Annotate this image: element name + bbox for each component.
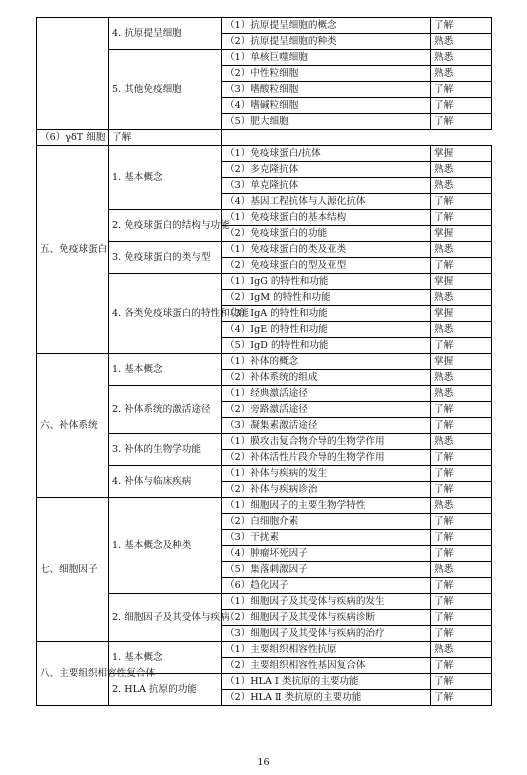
subunit-cell: 1. 基本概念: [109, 146, 222, 210]
requirement-level-cell: 掌握: [431, 226, 492, 242]
unit-cell: 五、免疫球蛋白: [37, 146, 109, 354]
subunit-cell: 2. 细胞因子及其受体与疾病: [109, 594, 222, 642]
requirement-level-cell: 了解: [431, 98, 492, 114]
table-row: [37, 130, 492, 146]
point-cell: （2）HLA Ⅱ 类抗原的主要功能: [222, 690, 431, 706]
point-cell: （6）趋化因子: [222, 578, 431, 594]
requirement-level-cell: 了解: [109, 130, 222, 146]
unit-cell: 七、细胞因子: [37, 498, 109, 642]
requirement-level-cell: 熟悉: [431, 178, 492, 194]
point-cell: （1）补体与疾病的发生: [222, 466, 431, 482]
requirement-level-cell: 掌握: [431, 274, 492, 290]
syllabus-table-body: [37, 18, 492, 706]
requirement-level-cell: 熟悉: [431, 66, 492, 82]
point-cell: （2）免疫球蛋白的功能: [222, 226, 431, 242]
point-cell: （1）抗原提呈细胞的概念: [222, 18, 431, 34]
requirement-level-cell: 了解: [431, 626, 492, 642]
table-row: [37, 18, 492, 34]
point-cell: （1）IgG 的特性和功能: [222, 274, 431, 290]
subunit-cell: 1. 基本概念: [109, 642, 222, 674]
subunit-cell: 4. 补体与临床疾病: [109, 466, 222, 498]
point-cell: （6）γδT 细胞: [37, 130, 109, 146]
subunit-cell: 3. 免疫球蛋白的类与型: [109, 242, 222, 274]
point-cell: （3）单克隆抗体: [222, 178, 431, 194]
subunit-cell: 2. HLA 抗原的功能: [109, 674, 222, 706]
point-cell: （1）免疫球蛋白的基本结构: [222, 210, 431, 226]
requirement-level-cell: 熟悉: [431, 498, 492, 514]
requirement-level-cell: 了解: [431, 210, 492, 226]
requirement-level-cell: 熟悉: [431, 386, 492, 402]
requirement-level-cell: 了解: [431, 594, 492, 610]
requirement-level-cell: 了解: [431, 258, 492, 274]
point-cell: （3）凝集素激活途径: [222, 418, 431, 434]
point-cell: （3）细胞因子及其受体与疾病的治疗: [222, 626, 431, 642]
point-cell: （2）多克隆抗体: [222, 162, 431, 178]
requirement-level-cell: 熟悉: [431, 642, 492, 658]
point-cell: （5）肥大细胞: [222, 114, 431, 130]
point-cell: （1）免疫球蛋白的类及亚类: [222, 242, 431, 258]
requirement-level-cell: 熟悉: [431, 290, 492, 306]
point-cell: （4）嗜碱粒细胞: [222, 98, 431, 114]
table-row: [37, 642, 492, 658]
requirement-level-cell: 了解: [431, 114, 492, 130]
point-cell: （2）旁路激活途径: [222, 402, 431, 418]
point-cell: （4）IgE 的特性和功能: [222, 322, 431, 338]
requirement-level-cell: 熟悉: [431, 34, 492, 50]
unit-cell: 六、补体系统: [37, 354, 109, 498]
table-row: [37, 146, 492, 162]
syllabus-table: [36, 17, 492, 706]
subunit-cell: 4. 抗原提呈细胞: [109, 18, 222, 50]
point-cell: （2）补体系统的组成: [222, 370, 431, 386]
subunit-cell: 5. 其他免疫细胞: [109, 50, 222, 130]
point-cell: （5）IgD 的特性和功能: [222, 338, 431, 354]
point-cell: （2）IgM 的特性和功能: [222, 290, 431, 306]
requirement-level-cell: 了解: [431, 546, 492, 562]
subunit-cell: 1. 基本概念: [109, 354, 222, 386]
point-cell: （5）集落刺激因子: [222, 562, 431, 578]
point-cell: （2）补体活性片段介导的生物学作用: [222, 450, 431, 466]
point-cell: （2）补体与疾病诊治: [222, 482, 431, 498]
requirement-level-cell: 熟悉: [431, 322, 492, 338]
table-row: [37, 354, 492, 370]
requirement-level-cell: 了解: [431, 674, 492, 690]
syllabus-sheet: [36, 17, 491, 706]
requirement-level-cell: 了解: [431, 658, 492, 674]
point-cell: （3）IgA 的特性和功能: [222, 306, 431, 322]
point-cell: （2）免疫球蛋白的型及亚型: [222, 258, 431, 274]
requirement-level-cell: 了解: [431, 82, 492, 98]
subunit-cell: 4. 各类免疫球蛋白的特性和功能: [109, 274, 222, 354]
requirement-level-cell: 掌握: [431, 306, 492, 322]
point-cell: （1）主要组织相容性抗原: [222, 642, 431, 658]
requirement-level-cell: 了解: [431, 450, 492, 466]
point-cell: （3）干扰素: [222, 530, 431, 546]
requirement-level-cell: 熟悉: [431, 434, 492, 450]
requirement-level-cell: 了解: [431, 18, 492, 34]
requirement-level-cell: 了解: [431, 482, 492, 498]
point-cell: （3）嗜酸粒细胞: [222, 82, 431, 98]
point-cell: （1）补体的概念: [222, 354, 431, 370]
requirement-level-cell: 熟悉: [431, 370, 492, 386]
requirement-level-cell: 了解: [431, 402, 492, 418]
point-cell: （4）肿瘤坏死因子: [222, 546, 431, 562]
requirement-level-cell: 了解: [431, 194, 492, 210]
requirement-level-cell: 熟悉: [431, 50, 492, 66]
point-cell: （2）白细胞介素: [222, 514, 431, 530]
subunit-cell: 1. 基本概念及种类: [109, 498, 222, 594]
point-cell: （1）细胞因子的主要生物学特性: [222, 498, 431, 514]
requirement-level-cell: 了解: [431, 338, 492, 354]
point-cell: （2）细胞因子及其受体与疾病诊断: [222, 610, 431, 626]
requirement-level-cell: 熟悉: [431, 562, 492, 578]
unit-cell: [37, 18, 109, 130]
requirement-level-cell: 了解: [431, 610, 492, 626]
point-cell: （2）中性粒细胞: [222, 66, 431, 82]
requirement-level-cell: 了解: [431, 690, 492, 706]
subunit-cell: 2. 免疫球蛋白的结构与功能: [109, 210, 222, 242]
point-cell: （1）单核巨噬细胞: [222, 50, 431, 66]
requirement-level-cell: 了解: [431, 418, 492, 434]
point-cell: （2）抗原提呈细胞的种类: [222, 34, 431, 50]
requirement-level-cell: 熟悉: [431, 162, 492, 178]
requirement-level-cell: 了解: [431, 466, 492, 482]
point-cell: （1）经典激活途径: [222, 386, 431, 402]
requirement-level-cell: 掌握: [431, 354, 492, 370]
point-cell: （2）主要组织相容性基因复合体: [222, 658, 431, 674]
requirement-level-cell: 了解: [431, 514, 492, 530]
point-cell: （1）HLA Ⅰ 类抗原的主要功能: [222, 674, 431, 690]
page-number: 16: [257, 757, 270, 768]
subunit-cell: 2. 补体系统的激活途径: [109, 386, 222, 434]
requirement-level-cell: 了解: [431, 530, 492, 546]
point-cell: （1）细胞因子及其受体与疾病的发生: [222, 594, 431, 610]
requirement-level-cell: 了解: [431, 578, 492, 594]
point-cell: （1）免疫球蛋白/抗体: [222, 146, 431, 162]
table-row: [37, 498, 492, 514]
subunit-cell: 3. 补体的生物学功能: [109, 434, 222, 466]
point-cell: （4）基因工程抗体与人源化抗体: [222, 194, 431, 210]
point-cell: （1）膜攻击复合物介导的生物学作用: [222, 434, 431, 450]
requirement-level-cell: 掌握: [431, 146, 492, 162]
unit-cell: 八、主要组织相容性复合体: [37, 642, 109, 706]
requirement-level-cell: 熟悉: [431, 242, 492, 258]
